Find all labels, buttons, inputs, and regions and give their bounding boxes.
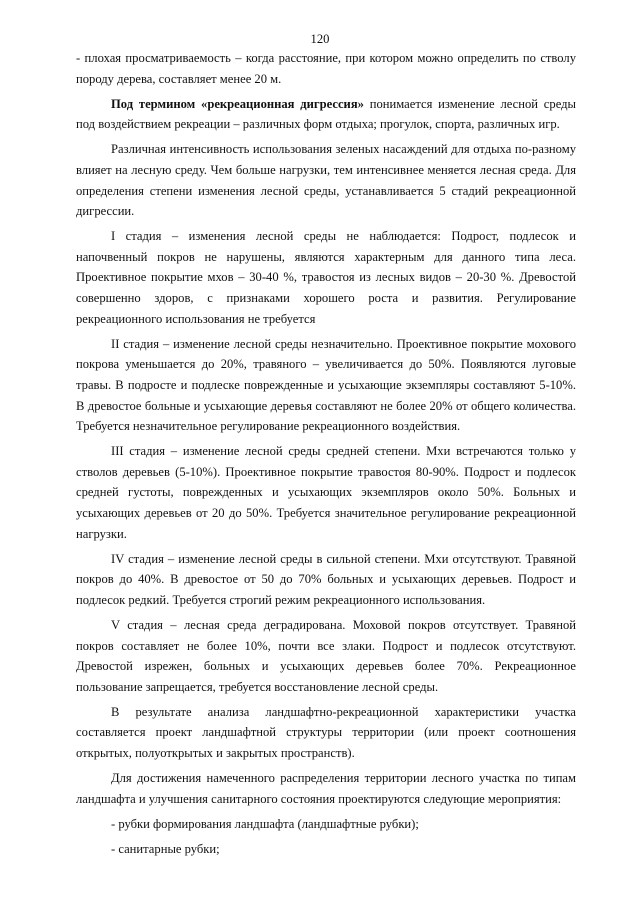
page-number: 120 xyxy=(310,32,330,46)
paragraph-definition xyxy=(76,94,576,135)
list-item-sanitary-cutting: - санитарные рубки; xyxy=(111,841,220,856)
paragraph-visibility-note: - плохая просматриваемость – когда расстояние, при котором можно определить по стволу породу дерева, составляет менее 20 м. xyxy=(76,51,576,86)
list-item-landscape-cutting: - рубки формирования ландшафта (ландшафтные рубки); xyxy=(111,816,419,831)
paragraph-measures: Для достижения намеченного распределения территории лесного участка по типам ландшафта и улучшения санитарного состояния проектируются следующие мероприятия: xyxy=(76,771,576,806)
definition-text: понимается изменение лесной среды под воздействием рекреации – различных форм отдыха; прогулок, спорта, различных игр. xyxy=(76,96,576,132)
paragraph-analysis: В результате анализа ландшафтно-рекреационной характеристики участка составляется проект ландшафтной структуры территории (или проект соотношения открытых, полуоткрытых и закрытых пространств). xyxy=(76,704,576,760)
term-recreational-digression: Под термином «рекреационная дигрессия» xyxy=(111,96,364,111)
paragraph-stage-4: IV стадия – изменение лесной среды в сильной степени. Мхи отсутствуют. Травяной покров до 40%. В древостое от 50 до 70% больных и усыхающих деревьев. Подрост и подлесок редкий. Требуется строгий режим рекреационного использования. xyxy=(76,551,576,607)
paragraph-stage-5: V стадия – лесная среда деградирована. Моховой покров отсутствует. Травяной покров составляет не более 10%, почти все злаки. Подрост и подлесок отсутствуют. Древостой изрежен, больных и усыхающих деревьев более 70%. Рекреационное пользование запрещается, требуется восстановление лесной среды. xyxy=(76,617,576,694)
paragraph-stage-3: III стадия – изменение лесной среды средней степени. Мхи встречаются только у стволов деревьев (5-10%). Проективное покрытие травостоя 80-90%. Подрост и подлесок средней густоты, поврежденных и усыхающих экземпляров около 50%. Больных и усыхающих деревьев от 20 до 50%. Требуется значительное регулирование рекреационной нагрузки. xyxy=(76,444,576,541)
paragraph-intensity: Различная интенсивность использования зеленых насаждений для отдыха по-разному влияет на лесную среду. Чем больше нагрузки, тем интенсивнее меняется лесная среда. Для определения степени изменения лесной среды, устанавливается 5 стадий рекреационной дигрессии. xyxy=(76,142,576,219)
body-text xyxy=(76,48,576,864)
paragraph-stage-1: I стадия – изменения лесной среды не наблюдается: Подрост, подлесок и напочвенный покров не нарушены, являются характерным для данного типа леса. Проективное покрытие мхов – 30-40 %, травостоя из лесных видов – 20-30 %. Древостой совершенно здоров, с признаками хорошего роста и развития. Регулирование рекреационного использования не требуется xyxy=(76,229,576,326)
paragraph-stage-2: II стадия – изменение лесной среды незначительно. Проективное покрытие мохового покрова уменьшается до 20%, травяного – увеличивается до 50%. Появляются луговые травы. В подросте и подлеске поврежденные и усыхающие экземпляры составляют 5-10%. В древостое больные и усыхающие деревья составляют не более 20% от общего количества. Требуется незначительное регулирование рекреационного воздействия. xyxy=(76,336,576,434)
